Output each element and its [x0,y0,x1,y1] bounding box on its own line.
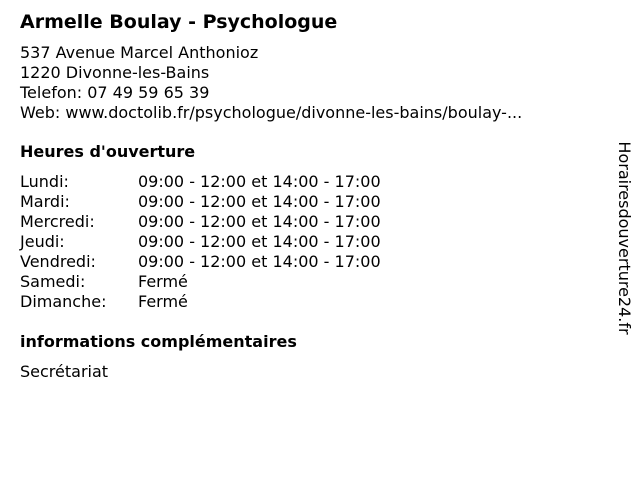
site-watermark: Horairesdouverture24.fr [615,141,634,335]
hours-day: Mardi: [20,192,70,211]
additional-info-heading: informations complémentaires [20,332,297,351]
phone-number: Telefon: 07 49 59 65 39 [20,83,210,102]
hours-row-dimanche [20,292,610,312]
opening-hours-heading: Heures d'ouverture [20,142,196,161]
opening-hours-table [20,172,610,312]
hours-row-lundi [20,172,610,192]
address-block [20,43,610,123]
hours-value: 09:00 - 12:00 et 14:00 - 17:00 [138,212,381,231]
hours-row-mardi [20,192,610,212]
hours-row-mercredi [20,212,610,232]
page-title: Armelle Boulay - Psychologue [20,11,338,33]
hours-day: Vendredi: [20,252,96,271]
hours-day: Dimanche: [20,292,107,311]
hours-value: 09:00 - 12:00 et 14:00 - 17:00 [138,252,381,271]
additional-info-text: Secrétariat [20,362,109,381]
hours-row-vendredi [20,252,610,272]
hours-day: Samedi: [20,272,86,291]
hours-row-samedi [20,272,610,292]
street-address: 537 Avenue Marcel Anthonioz [20,43,259,62]
business-card [20,10,610,382]
hours-day: Mercredi: [20,212,95,231]
hours-value: 09:00 - 12:00 et 14:00 - 17:00 [138,192,381,211]
hours-row-jeudi [20,232,610,252]
hours-value: 09:00 - 12:00 et 14:00 - 17:00 [138,232,381,251]
hours-value: Fermé [138,292,188,311]
hours-value: 09:00 - 12:00 et 14:00 - 17:00 [138,172,381,191]
hours-value: Fermé [138,272,188,291]
hours-day: Lundi: [20,172,69,191]
city-address: 1220 Divonne-les-Bains [20,63,210,82]
hours-day: Jeudi: [20,232,65,251]
website-link: Web: www.doctolib.fr/psychologue/divonne-les-bains/boulay-... [20,103,523,122]
